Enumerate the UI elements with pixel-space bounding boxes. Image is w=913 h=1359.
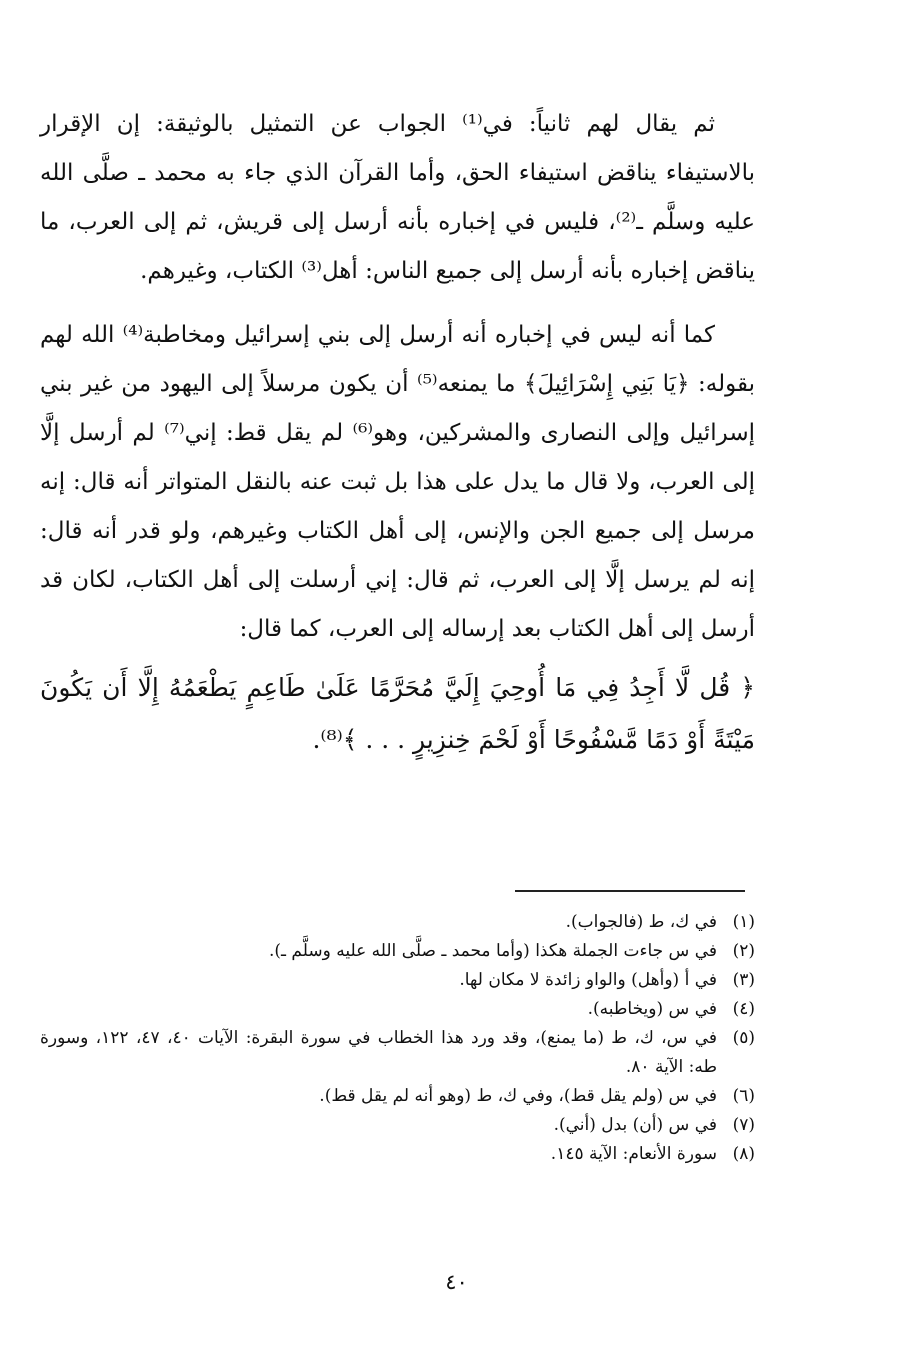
footnote-number: (٦) [732, 1086, 755, 1106]
footnote-item [40, 995, 755, 1024]
footnote-divider [515, 890, 745, 892]
footnote-number: (٤) [732, 999, 755, 1019]
footnote-text: سورة الأنعام: الآية ١٤٥. [550, 1144, 717, 1164]
footnote-item [40, 1082, 755, 1111]
paragraph-1: ثم يقال لهم ثانياً: في⁽¹⁾ الجواب عن التمثيل بالوثيقة: إن الإقرار بالاستيفاء يناقض استيفاء الحق، وأما القرآن الذي جاء به محمد ـ صلَّى الله عليه وسلَّم ـ⁽²⁾، فليس في إخباره بأنه أرسل إلى قريش، ثم إلى العرب، ما يناقض إخباره بأنه أرسل إلى جميع الناس: أهل⁽³⁾ الكتاب، وغيرهم. [40, 111, 756, 284]
page-number: ٤٠ [445, 1270, 468, 1294]
footnote-number: (٨) [732, 1144, 755, 1164]
footnote-number: (٢) [732, 941, 755, 961]
footnote-number: (١) [732, 912, 755, 932]
footnotes-list [40, 908, 755, 1169]
footnote-item [40, 1024, 755, 1082]
footnote-text: في س (ويخاطبه). [587, 999, 717, 1019]
footnote-text: في س، ك، ط (ما يمنع)، وقد ورد هذا الخطاب في سورة البقرة: الآيات ٤٠، ٤٧، ١٢٢، وسورة طه: الآية ٨٠. [40, 1028, 718, 1077]
footnote-item [40, 1140, 755, 1169]
footnote-item [40, 937, 755, 966]
footnote-text: في س (أن) بدل (أني). [553, 1115, 717, 1135]
main-text [40, 100, 755, 766]
footnote-number: (٣) [732, 970, 755, 990]
footnote-text: في أ (وأهل) والواو زائدة لا مكان لها. [459, 970, 717, 990]
footnote-item [40, 1111, 755, 1140]
quranic-verse: ﴿ قُل لَّا أَجِدُ فِي مَا أُوحِيَ إِلَيَّ مُحَرَّمًا عَلَىٰ طَاعِمٍ يَطْعَمُهُ إِلَّا أَن يَكُونَ مَيْتَةً أَوْ دَمًا مَّسْفُوحًا أَوْ لَحْمَ خِنزِيرٍ . . . ﴾⁽⁸⁾. [40, 673, 755, 754]
footnote-number: (٥) [732, 1028, 755, 1048]
footnote-item [40, 908, 755, 937]
paragraph-2: كما أنه ليس في إخباره أنه أرسل إلى بني إسرائيل ومخاطبة⁽⁴⁾ الله لهم بقوله: ﴿يَا بَنِي إِسْرَائِيلَ﴾ ما يمنعه⁽⁵⁾ أن يكون مرسلاً إلى اليهود من غير بني إسرائيل وإلى النصارى والمشركين، وهو⁽⁶⁾ لم يقل قط: إني⁽⁷⁾ لم أرسل إلَّا إلى العرب، ولا قال ما يدل على هذا بل ثبت عنه بالنقل المتواتر أنه قال: إنه مرسل إلى جميع الجن والإنس، إلى أهل الكتاب وغيرهم، ولو قدر أنه قال: إنه لم يرسل إلَّا إلى العرب، ثم قال: إني أرسلت إلى أهل الكتاب، لكان قد أرسل إلى أهل الكتاب بعد إرساله إلى العرب، كما قال: [40, 322, 756, 642]
footnote-item [40, 966, 755, 995]
footnote-text: في س جاءت الجملة هكذا (وأما محمد ـ صلَّى الله عليه وسلَّم ـ). [269, 941, 717, 961]
footnote-text: في س (ولم يقل قط)، وفي ك، ط (وهو أنه لم يقل قط). [319, 1086, 717, 1106]
footnote-number: (٧) [732, 1115, 755, 1135]
footnote-text: في ك، ط (فالجواب). [565, 912, 717, 932]
